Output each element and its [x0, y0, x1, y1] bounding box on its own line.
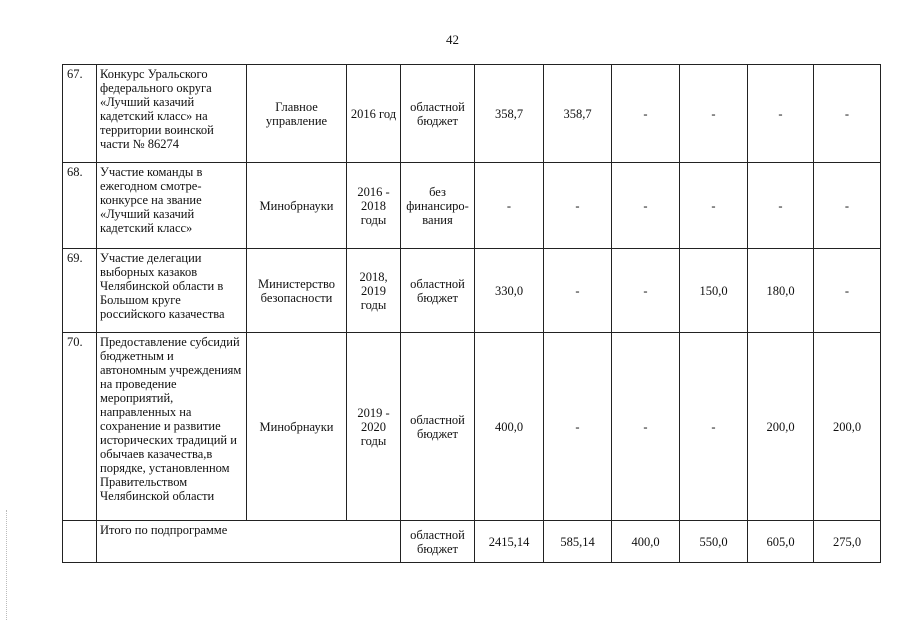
row-number: 68. — [63, 163, 97, 249]
value-total: 330,0 — [475, 249, 544, 333]
total-value-year-3: 550,0 — [680, 521, 748, 563]
period-cell: 2018, 2019 годы — [347, 249, 401, 333]
row-number: 67. — [63, 65, 97, 163]
activity-name: Предоставление субсидий бюджетным и автономным учреждениям на проведение мероприятий, направленных на сохранение и развитие исторических традиций и обычаев казачества,в порядке, установленном Правительством Челябинской области — [97, 333, 247, 521]
value-year-5: - — [814, 163, 881, 249]
row-number: 69. — [63, 249, 97, 333]
executor-cell: Главное управление — [247, 65, 347, 163]
total-row — [63, 521, 881, 563]
value-total: 358,7 — [475, 65, 544, 163]
value-year-3: - — [680, 163, 748, 249]
value-year-2: - — [612, 163, 680, 249]
table-row — [63, 163, 881, 249]
table-row — [63, 333, 881, 521]
value-year-1: - — [544, 333, 612, 521]
value-total: 400,0 — [475, 333, 544, 521]
scan-margin-mark — [6, 510, 8, 620]
value-year-4: 180,0 — [748, 249, 814, 333]
total-value-year-5: 275,0 — [814, 521, 881, 563]
executor-cell: Минобрнауки — [247, 333, 347, 521]
value-year-1: - — [544, 163, 612, 249]
value-year-4: 200,0 — [748, 333, 814, 521]
value-year-5: - — [814, 249, 881, 333]
funding-source-cell: областной бюджет — [401, 333, 475, 521]
executor-cell: Министерство безопасности — [247, 249, 347, 333]
value-year-2: - — [612, 333, 680, 521]
program-activities-table — [62, 64, 881, 563]
period-cell: 2016 год — [347, 65, 401, 163]
value-year-3: - — [680, 333, 748, 521]
activity-name: Конкурс Уральского федерального округа «Лучший казачий кадетский класс» на территории воинской части № 86274 — [97, 65, 247, 163]
total-label: Итого по подпрограмме — [97, 521, 401, 563]
total-value-year-4: 605,0 — [748, 521, 814, 563]
funding-source-cell: областной бюджет — [401, 65, 475, 163]
total-value-year-1: 585,14 — [544, 521, 612, 563]
value-year-5: - — [814, 65, 881, 163]
total-value-total: 2415,14 — [475, 521, 544, 563]
funding-source-cell: без финансиро-вания — [401, 163, 475, 249]
value-year-3: 150,0 — [680, 249, 748, 333]
value-year-1: - — [544, 249, 612, 333]
funding-source-cell: областной бюджет — [401, 249, 475, 333]
executor-cell: Минобрнауки — [247, 163, 347, 249]
page-number: 42 — [446, 32, 459, 47]
empty-cell — [63, 521, 97, 563]
value-year-3: - — [680, 65, 748, 163]
activity-name: Участие команды в ежегодном смотре-конкурсе на звание «Лучший казачий кадетский класс» — [97, 163, 247, 249]
table-row — [63, 65, 881, 163]
period-cell: 2019 - 2020 годы — [347, 333, 401, 521]
value-year-5: 200,0 — [814, 333, 881, 521]
value-total: - — [475, 163, 544, 249]
period-cell: 2016 - 2018 годы — [347, 163, 401, 249]
row-number: 70. — [63, 333, 97, 521]
table-row — [63, 249, 881, 333]
activity-name: Участие делегации выборных казаков Челябинской области в Большом круге российского казачества — [97, 249, 247, 333]
value-year-1: 358,7 — [544, 65, 612, 163]
funding-source-cell: областной бюджет — [401, 521, 475, 563]
total-value-year-2: 400,0 — [612, 521, 680, 563]
value-year-2: - — [612, 65, 680, 163]
value-year-4: - — [748, 163, 814, 249]
value-year-4: - — [748, 65, 814, 163]
value-year-2: - — [612, 249, 680, 333]
